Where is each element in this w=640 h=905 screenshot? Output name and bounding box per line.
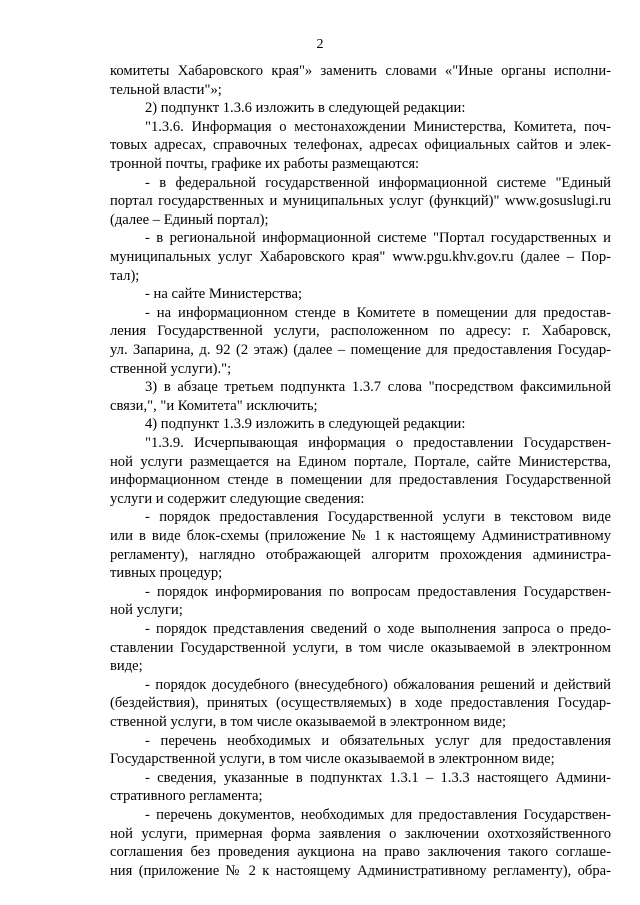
text-line: тельной власти"»; [110, 81, 222, 98]
text-line: 3) в абзаце третьем подпункта 1.3.7 слова "посредством факсимильной [145, 379, 611, 396]
text-line: услуги и содержит следующие сведения: [110, 490, 365, 507]
text-line: товых адресах, справочных телефонах, адресах официальных сайтов и элек- [110, 137, 611, 154]
text-line: "1.3.9. Исчерпывающая информация о предоставлении Государствен- [145, 435, 611, 451]
text-line: (бездействия), принятых (осуществляемых) в ходе предоставления Государ- [110, 695, 611, 712]
text-line: (далее – Единый портал); [110, 211, 269, 228]
text-line: - порядок представления сведений о ходе выполнения запроса о предо- [145, 621, 611, 637]
text-line: - в федеральной государственной информационной системе "Единый [145, 174, 611, 191]
text-line: связи,", "и Комитета" исключить; [110, 397, 318, 414]
text-line: виде; [110, 658, 143, 675]
text-line: Государственной услуги, в том числе оказываемой в электронном виде; [110, 751, 555, 768]
text-line: ния (приложение № 2 к настоящему Административному регламенту), обра- [110, 862, 611, 879]
text-line: ления Государственной услуги, расположенном по адресу: г. Хабаровск, [110, 323, 611, 340]
text-line: ственной услуги)."; [110, 360, 232, 377]
text-line: ставлении Государственной услуги, в том числе оказываемой в электронном [110, 639, 611, 656]
text-line: тивных процедур; [110, 565, 223, 582]
text-line: ственной услуги, в том числе оказываемой в электронном виде; [110, 714, 507, 730]
text-line: муниципальных услуг Хабаровского края" www.pgu.khv.gov.ru (далее – Пор- [110, 249, 611, 265]
text-line: - на информационном стенде в Комитете в помещении для предостав- [145, 304, 611, 321]
text-line: - перечень необходимых и обязательных услуг для предоставления [145, 732, 611, 749]
text-line: ул. Запарина, д. 92 (2 этаж) (далее – помещение для предоставления Государ- [110, 342, 611, 358]
text-line: "1.3.6. Информация о местонахождении Министерства, Комитета, поч- [145, 118, 611, 135]
text-line: портал государственных и муниципальных услуг (функций)" www.gosuslugi.ru [110, 193, 611, 210]
text-line: - сведения, указанные в подпунктах 1.3.1 – 1.3.3 настоящего Админи- [145, 769, 611, 786]
text-line: - порядок предоставления Государственной услуги в текстовом виде [145, 509, 611, 526]
text-line: 2) подпункт 1.3.6 изложить в следующей редакции: [145, 100, 466, 117]
text-line: информационном стенде в помещении для предоставления Государственной [110, 472, 611, 489]
page-number: 2 [316, 37, 324, 52]
text-line: комитеты Хабаровского края"» заменить словами «"Иные органы исполни- [110, 63, 611, 79]
text-line: 4) подпункт 1.3.9 изложить в следующей редакции: [145, 416, 466, 433]
text-line: - порядок досудебного (внесудебного) обжалования решений и действий [145, 676, 611, 693]
text-line: ной услуги размещается на Едином портале, Портале, сайте Министерства, [110, 453, 611, 470]
text-line: ной услуги; [110, 602, 183, 619]
text-line: тал); [110, 267, 140, 284]
text-line: - в региональной информационной системе "Портал государственных и [145, 230, 611, 247]
text-line: ной услуги, примерная форма заявления о заключении охотхозяйственного [110, 825, 611, 842]
text-line: соглашения без проведения аукциона на право заключения такого соглаше- [110, 844, 611, 861]
text-line: или в виде блок-схемы (приложение № 1 к настоящему Административному [110, 528, 611, 544]
text-line: тронной почты, графике их работы размещаются: [110, 156, 420, 172]
text-line: - на сайте Министерства; [145, 286, 303, 303]
text-line: - перечень документов, необходимых для предоставления Государствен- [145, 807, 611, 823]
text-line: - порядок информирования по вопросам предоставления Государствен- [145, 583, 611, 600]
text-line: стративного регламента; [110, 788, 263, 805]
text-line: регламенту), наглядно отображающей алгоритм прохождения администра- [110, 546, 611, 563]
